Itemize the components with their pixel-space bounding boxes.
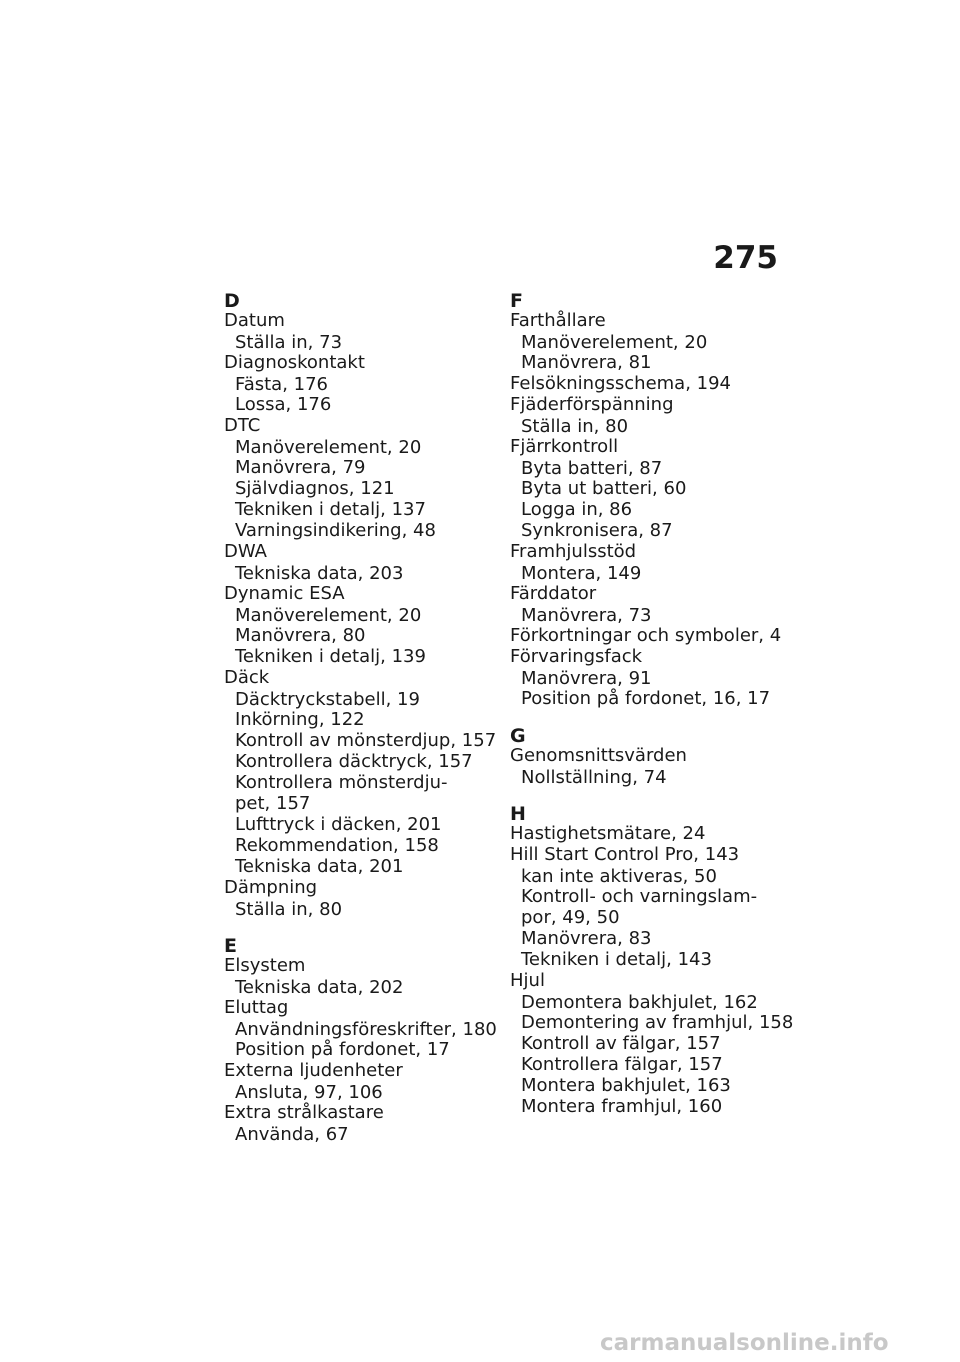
index-term: Förvaringsfack — [510, 646, 643, 667]
index-letter-h: H — [510, 803, 526, 825]
index-subterm: Tekniken i detalj, 139 — [235, 646, 426, 667]
index-subterm: Montera framhjul, 160 — [521, 1096, 723, 1117]
index-term: DTC — [224, 415, 261, 436]
index-term: Farthållare — [510, 310, 606, 331]
index-entry — [510, 646, 785, 709]
index-term: Genomsnittsvärden — [510, 745, 687, 766]
index-subterm: Däcktryckstabell, 19 — [235, 689, 420, 710]
index-entry — [224, 541, 499, 583]
index-subterm: Ställa in, 80 — [235, 899, 343, 920]
index-subterm: Tekniska data, 203 — [235, 563, 404, 584]
index-subterm: Position på fordonet, 16, 17 — [521, 688, 771, 709]
watermark: carmanualsonline.info — [600, 1330, 889, 1356]
index-entry — [224, 667, 499, 877]
index-term: Däck — [224, 667, 270, 688]
index-subterm: Manövrera, 73 — [521, 605, 652, 626]
index-entry — [510, 745, 785, 787]
index-subterm: Rekommendation, 158 — [235, 835, 439, 856]
index-term: Hill Start Control Pro, 143 — [510, 844, 740, 865]
index-letter-f: F — [510, 290, 523, 312]
index-subterm: Kontrollera fälgar, 157 — [521, 1054, 723, 1075]
index-subterm: Manövrera, 91 — [521, 668, 652, 689]
index-term: Fjärrkontroll — [510, 436, 619, 457]
index-term: Fjäderförspänning — [510, 394, 674, 415]
index-term: Externa ljudenheter — [224, 1060, 403, 1081]
index-term: DWA — [224, 541, 267, 562]
index-subterm: Byta batteri, 87 — [521, 458, 663, 479]
index-subterm: kan inte aktiveras, 50 — [521, 866, 717, 887]
index-subterm: Självdiagnos, 121 — [235, 478, 395, 499]
index-letter-e: E — [224, 935, 237, 957]
index-subterm: Synkronisera, 87 — [521, 520, 673, 541]
index-subterm: Demontering av framhjul, 158 — [521, 1012, 794, 1033]
index-subterm: Lufttryck i däcken, 201 — [235, 814, 442, 835]
index-subterm: Byta ut batteri, 60 — [521, 478, 687, 499]
index-entry — [510, 970, 794, 1117]
index-entry — [224, 310, 499, 352]
index-subterm: Nollställning, 74 — [521, 767, 667, 788]
index-subterm: Kontroll av mönsterdjup, 157 — [235, 730, 497, 751]
index-letter-g: G — [510, 725, 526, 747]
index-subterm: Inkörning, 122 — [235, 709, 365, 730]
index-subterm: por, 49, 50 — [521, 907, 620, 928]
index-subterm: Kontroll- och varningslam- — [521, 886, 758, 907]
index-term: Färddator — [510, 583, 597, 604]
index-subterm: Kontrollera mönsterdju- — [235, 772, 448, 793]
index-entry — [510, 625, 785, 646]
index-subterm: Manövrera, 83 — [521, 928, 652, 949]
index-entry — [224, 415, 499, 541]
index-subterm: Tekniska data, 202 — [235, 977, 404, 998]
index-entry — [224, 997, 499, 1060]
index-term: Felsökningsschema, 194 — [510, 373, 732, 394]
index-subterm: Lossa, 176 — [235, 394, 332, 415]
index-subterm: Position på fordonet, 17 — [235, 1039, 450, 1060]
index-subterm: Montera bakhjulet, 163 — [521, 1075, 731, 1096]
index-entry — [510, 541, 785, 583]
index-subterm: pet, 157 — [235, 793, 311, 814]
index-subterm: Ställa in, 80 — [521, 416, 629, 437]
index-term: Extra strålkastare — [224, 1102, 384, 1123]
index-subterm: Manövrera, 81 — [521, 352, 652, 373]
index-subterm: Manöverelement, 20 — [235, 437, 422, 458]
index-entry — [224, 352, 499, 415]
index-entry — [224, 583, 499, 667]
index-subterm: Fästa, 176 — [235, 374, 328, 395]
index-subterm: Tekniken i detalj, 137 — [235, 499, 426, 520]
index-term: Elsystem — [224, 955, 306, 976]
index-entry — [224, 877, 499, 919]
index-entry — [510, 823, 785, 844]
index-subterm: Ställa in, 73 — [235, 332, 343, 353]
index-entry — [224, 1102, 499, 1144]
index-entry — [224, 955, 499, 997]
index-term: Framhjulsstöd — [510, 541, 637, 562]
index-subterm: Kontroll av fälgar, 157 — [521, 1033, 721, 1054]
index-term: Dämpning — [224, 877, 318, 898]
index-entry — [510, 373, 785, 394]
index-subterm: Användningsföreskrifter, 180 — [235, 1019, 497, 1040]
index-subterm: Logga in, 86 — [521, 499, 633, 520]
index-column-right — [510, 290, 794, 1117]
index-subterm: Manövrera, 79 — [235, 457, 366, 478]
index-letter-d: D — [224, 290, 240, 312]
index-entry — [510, 583, 785, 625]
index-subterm: Tekniska data, 201 — [235, 856, 404, 877]
index-term: Datum — [224, 310, 285, 331]
index-term: Hjul — [510, 970, 545, 991]
index-term: Eluttag — [224, 997, 289, 1018]
index-subterm: Montera, 149 — [521, 563, 642, 584]
index-entry — [510, 844, 785, 970]
index-subterm: Kontrollera däcktryck, 157 — [235, 751, 473, 772]
index-term: Diagnoskontakt — [224, 352, 365, 373]
index-subterm: Manövrera, 80 — [235, 625, 366, 646]
index-entry — [224, 1060, 499, 1102]
index-entry — [510, 394, 785, 436]
index-subterm: Demontera bakhjulet, 162 — [521, 992, 758, 1013]
index-entry — [510, 310, 785, 373]
page-number: 275 — [713, 240, 778, 276]
index-subterm: Tekniken i detalj, 143 — [521, 949, 712, 970]
index-column-left — [224, 292, 499, 1144]
index-subterm: Manöverelement, 20 — [235, 605, 422, 626]
index-term: Förkortningar och symboler, 4 — [510, 625, 782, 646]
index-subterm: Använda, 67 — [235, 1124, 349, 1145]
index-subterm: Manöverelement, 20 — [521, 332, 708, 353]
index-entry — [510, 436, 785, 541]
index-subterm: Ansluta, 97, 106 — [235, 1082, 383, 1103]
index-term: Hastighetsmätare, 24 — [510, 823, 706, 844]
index-term: Dynamic ESA — [224, 583, 345, 604]
index-subterm: Varningsindikering, 48 — [235, 520, 436, 541]
